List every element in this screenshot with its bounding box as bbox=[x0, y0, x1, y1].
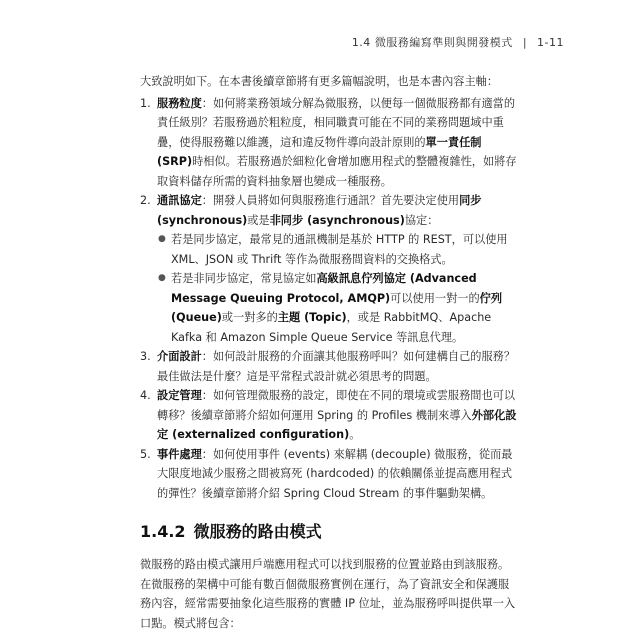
list-item-text: ：如何管理微服務的設定，即使在不同的環境或雲服務間也可以轉移？後續章節將介紹如何運用 Spring 的 Profiles 機制來導入 bbox=[157, 389, 516, 422]
list-item-number: 1. bbox=[140, 96, 151, 110]
sublist-item-text: 若是非同步協定，常見協定如 bbox=[171, 272, 317, 285]
list-item-text: 協定： bbox=[404, 213, 439, 227]
bold-term: 高級訊息佇列協定 (Advanced Message Queuing Protocol, AMQP) bbox=[171, 272, 477, 305]
bullet-icon: ● bbox=[158, 273, 166, 283]
header-page-number: 1-11 bbox=[537, 36, 564, 49]
list-item-text: ：如何使用事件 (events) 來解耦 (decouple) 微服務，從而最大限度地減少服務之間被寫死 (hardcoded) 的依賴關係並提高應用程式的彈性？後續章節將介紹 Spring Cloud Stream 的事件驅動架構。 bbox=[157, 447, 513, 500]
list-item-text: 。 bbox=[349, 428, 361, 441]
bold-term: 主題 (Topic) bbox=[277, 311, 347, 324]
list-item-communication-protocol bbox=[140, 191, 518, 347]
list-item-config-management bbox=[140, 386, 518, 445]
intro-paragraph: 大致說明如下。在本書後續章節將有更多篇幅說明，也是本書內容主軸： bbox=[140, 75, 499, 88]
sublist-item-text: ，或是 RabbitMQ、Apache Kafka 和 Amazon Simple Queue Service 等訊息代理。 bbox=[171, 311, 492, 344]
bold-term: 外部化設定 (externalized configuration) bbox=[157, 408, 517, 441]
guideline-list bbox=[140, 94, 518, 504]
sublist-item-text: 或一對多的 bbox=[221, 311, 278, 324]
sublist-item-sync bbox=[157, 230, 518, 269]
section-number: 1.4.2 bbox=[140, 522, 186, 541]
section-body-paragraph: 微服務的路由模式讓用戶端應用程式可以找到服務的位置並路由到該服務。在微服務的架構中可能有數百個微服務實例在運行，為了資訊安全和保護服務內容，經常需要抽象化這些服務的實體 IP 位址，並為服務呼叫提供單一入口點。模式將包含： bbox=[140, 558, 516, 630]
header-section-ref: 1.4 bbox=[351, 36, 371, 49]
list-item-text: ：如何將業務領域分解為微服務，以便每一個微服務都有適當的責任級別？若服務過於粗粒度，相同職責可能在不同的業務問題域中重疊，使得服務難以維護，這和違反物件導向設計原則的 bbox=[157, 96, 516, 149]
list-item-number: 4. bbox=[140, 389, 151, 402]
list-item-term: 事件處理 bbox=[157, 447, 202, 461]
list-item-text: 或是 bbox=[247, 213, 270, 227]
list-item-number: 2. bbox=[140, 194, 151, 207]
list-item-term: 介面設計 bbox=[157, 350, 202, 363]
list-item-number: 3. bbox=[140, 350, 151, 363]
list-item-interface-design bbox=[140, 347, 518, 386]
header-separator: | bbox=[522, 36, 528, 49]
bold-term: 同步 (synchronous) bbox=[157, 194, 482, 227]
list-item-service-granularity bbox=[140, 94, 518, 192]
sublist-item-async bbox=[157, 269, 518, 347]
section-heading bbox=[140, 521, 518, 543]
list-item-term: 通訊協定 bbox=[157, 194, 202, 207]
list-item-term: 設定管理 bbox=[157, 389, 202, 402]
bullet-icon: ● bbox=[158, 234, 166, 244]
sublist-item-text: 可以使用一對一的 bbox=[390, 291, 480, 305]
list-item-text: ：開發人員將如何與服務進行通訊？首先要決定使用 bbox=[201, 194, 460, 207]
list-item-term: 服務粒度 bbox=[157, 96, 202, 110]
protocol-sublist bbox=[157, 230, 518, 347]
list-item-text: ：如何設計服務的介面讓其他服務呼叫？如何建構自己的服務？最佳做法是什麼？這是平常程式設計就必須思考的問題。 bbox=[157, 350, 516, 383]
list-item-text: 時相似。若服務過於細粒化會增加應用程式的整體複雜性，如將存取資料儲存所需的資料抽象層也變成一種服務。 bbox=[157, 155, 517, 188]
section-title: 微服務的路由模式 bbox=[193, 522, 322, 541]
list-item-number: 5. bbox=[140, 447, 151, 461]
bold-term: 非同步 (asynchronous) bbox=[269, 213, 405, 227]
bold-term: 單一責任制 (SRP) bbox=[157, 135, 482, 168]
bold-term: 佇列 (Queue) bbox=[171, 291, 503, 324]
page-content bbox=[140, 72, 518, 633]
list-item-event-handling bbox=[140, 445, 518, 504]
sublist-item-text: 若是同步協定，最常見的通訊機制是基於 HTTP 的 REST，可以使用 XML、JSON 或 Thrift 等作為微服務間資料的交換格式。 bbox=[171, 233, 508, 266]
header-section-title: 微服務編寫準則與開發模式 bbox=[374, 36, 513, 49]
running-header bbox=[352, 34, 564, 50]
